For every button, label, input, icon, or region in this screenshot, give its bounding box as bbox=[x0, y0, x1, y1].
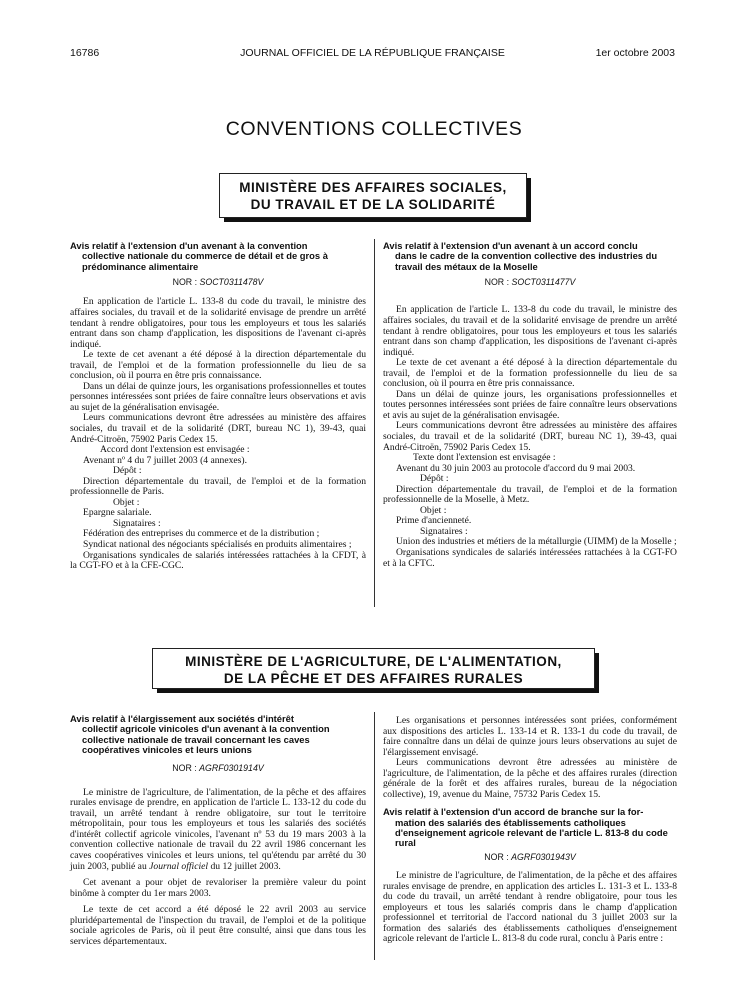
field-label: Dépôt : bbox=[420, 473, 449, 485]
journal-title: JOURNAL OFFICIEL DE LA RÉPUBLIQUE FRANÇAISE bbox=[240, 47, 505, 59]
signatory: Syndicat national des négociants spécialisés en produits alimentaires ; bbox=[83, 539, 352, 551]
field-label: Dépôt : bbox=[113, 465, 142, 477]
paragraph: Les organisations et personnes intéressées sont priées, conformément aux dispositions des articles L. 133-14 et R. 133-1 du code du travail, de faire connaître dans un délai de quinze jours leurs observations au sujet de l'élargissement envisagé. bbox=[383, 715, 677, 758]
signatory: Organisations syndicales de salariés intéressées rattachées à la CGT-FO et à la CFTC. bbox=[383, 547, 677, 569]
nor-reference: NOR : AGRF0301943V bbox=[484, 851, 576, 862]
field-label: Objet : bbox=[420, 504, 447, 516]
journal-officiel-reference: Journal officiel bbox=[149, 860, 209, 872]
nor-reference: NOR : AGRF0301914V bbox=[172, 763, 264, 774]
column-divider bbox=[374, 239, 375, 607]
field-value: Avenant nº 4 du 7 juillet 2003 (4 annexes). bbox=[83, 454, 247, 466]
nor-reference: NOR : SOCT0311477V bbox=[484, 276, 576, 287]
article-commerce-detail-gros bbox=[70, 241, 366, 572]
field-value: Epargne salariale. bbox=[83, 507, 152, 519]
ministry-line-2: DU TRAVAIL ET DE LA SOLIDARITÉ bbox=[250, 197, 496, 212]
paragraph: Le texte de cet avenant a été déposé à la direction départementale du travail, de l'emploi et de la formation professionnelle du lieu de sa conclusion, où il pourra en être pris connaissance. bbox=[383, 357, 677, 390]
paragraph: Leurs communications devront être adressées au ministère des affaires sociales, du travail et de la solidarité (DRT, bureau NC 1), 39-43, quai André-Citroën, 75902 Paris Cedex 15. bbox=[383, 420, 677, 453]
paragraph: Le ministre de l'agriculture, de l'alimentation, de la pêche et des affaires rurales envisage de prendre, en application des articles L. 131-3 et L. 133-8 du code du travail, un arrêté tendant à rendre obligatoire, pour tous les employeurs et tous les salariés compris dans le champ d'application professionnel et territorial de l'accord national du 3 juillet 2003 sur la formation des salariés des établissements catholiques d'enseignement agricole relevant de l'article L. 813-8 du code rural, conclu à Paris entre : bbox=[383, 870, 677, 945]
paragraph: Cet avenant a pour objet de revaloriser la première valeur du point binôme à compter du 1er mars 2003. bbox=[70, 877, 366, 899]
field-label: Signataires : bbox=[113, 517, 161, 529]
article-title: Avis relatif à l'extension d'un avenant à un accord conclu dans le cadre de la convention collective des industries du travail des métaux de la Moselle bbox=[383, 240, 658, 272]
paragraph: Le ministre de l'agriculture, de l'alimentation, de la pêche et des affaires rurales envisage de prendre, en application de l'article L. 133-12 du code du travail, un arrêté tendant à rendre obligatoire, sur tout le territoire métropolitain, pour tous les employeurs et tous les salariés des sociétés d'intérêt collectif agricole vinicoles, l'avenant nº 53 du 19 mars 2003 à la convention collective nationale de travail du 22 avril 1986 concernant les caves coopératives vinicoles et leurs unions, tel qu'étendu par arrêté du 30 juin 2003, publié au Journal officiel du 12 juillet 2003. bbox=[70, 786, 366, 872]
field-label: Texte dont l'extension est envisagée : bbox=[413, 452, 556, 464]
article-metaux-moselle bbox=[383, 241, 677, 569]
paragraph: En application de l'article L. 133-8 du code du travail, le ministre des affaires sociales, du travail et de la solidarité envisage de prendre un arrêté tendant à rendre obligatoires, pour tous les employeurs et tous les salariés entrant dans son champ d'application, les dispositions de l'avenant ci-après indiqué. bbox=[383, 304, 677, 358]
ministry-line-1: MINISTÈRE DE L'AGRICULTURE, DE L'ALIMENTATION, bbox=[185, 654, 562, 669]
field-label: Accord dont l'extension est envisagée : bbox=[100, 444, 250, 456]
nor-reference: NOR : SOCT0311478V bbox=[172, 276, 264, 287]
ministry-line-1: MINISTÈRE DES AFFAIRES SOCIALES, bbox=[239, 180, 507, 195]
article-title: Avis relatif à l'élargissement aux sociétés d'intérêt collectif agricole vinicoles d'un avenant à la convention collective nationale de travail concernant les caves coopératives vinicoles et leurs unions bbox=[70, 713, 330, 755]
field-value: Avenant du 30 juin 2003 au protocole d'accord du 9 mai 2003. bbox=[396, 462, 636, 474]
field-label: Signataires : bbox=[420, 525, 468, 537]
running-header bbox=[70, 47, 675, 61]
issue-date: 1er octobre 2003 bbox=[595, 47, 675, 59]
right-column-bottom bbox=[383, 716, 677, 945]
paragraph: Leurs communications devront être adressées au ministère de l'agriculture, de l'alimentation, de la pêche et des affaires rurales (direction générale de la forêt et des affaires rurales, bureau de la négociation collective), 19, avenue du Maine, 75732 Paris Cedex 15. bbox=[383, 757, 677, 800]
signatory: Union des industries et métiers de la métallurgie (UIMM) de la Moselle ; bbox=[396, 536, 677, 548]
article-title: Avis relatif à l'extension d'un accord de branche sur la for- mation des salariés des établissements catholiques d'enseignement agricole relevant de l'article L. 813-8 du code rural bbox=[383, 806, 668, 849]
paragraph: En application de l'article L. 133-8 du code du travail, le ministre des affaires sociales, du travail et de la solidarité envisage de prendre un arrêté tendant à rendre obligatoires, pour tous les employeurs et tous les salariés entrant dans son champ d'application, les dispositions de l'avenant ci-après indiqué. bbox=[70, 296, 366, 350]
section-title: CONVENTIONS COLLECTIVES bbox=[225, 118, 523, 140]
paragraph: Le texte de cet accord a été déposé le 22 avril 2003 au service pluridépartemental de l'inspection du travail, de l'emploi et de la politique sociale agricoles de Paris, où il peut être consulté, ainsi que dans tous les services départementaux. bbox=[70, 904, 366, 947]
ministry-heading-social-affairs bbox=[219, 173, 527, 218]
signatory: Fédération des entreprises du commerce et de la distribution ; bbox=[83, 528, 320, 540]
paragraph: Dans un délai de quinze jours, les organisations professionnelles et toutes personnes intéressées sont priées de faire connaître leurs observations et avis au sujet de la généralisation envisagée. bbox=[70, 380, 366, 413]
article-title: Avis relatif à l'extension d'un avenant à la convention collective nationale du commerce de détail et de gros à prédominance alimentaire bbox=[70, 240, 328, 272]
field-label: Objet : bbox=[113, 496, 140, 508]
paragraph: Leurs communications devront être adressées au ministère des affaires sociales, du travail et de la solidarité (DRT, bureau NC 1), 39-43, quai André-Citroën, 75902 Paris Cedex 15. bbox=[70, 412, 366, 445]
ministry-heading-agriculture bbox=[152, 648, 595, 689]
field-value: Direction départementale du travail, de l'emploi et de la formation professionnelle de la Moselle, à Metz. bbox=[383, 483, 677, 506]
signatory: Organisations syndicales de salariés intéressées rattachées à la CFDT, à la CGT-FO et à la CFE-CGC. bbox=[70, 549, 366, 572]
column-divider bbox=[374, 712, 375, 960]
field-value: Prime d'ancienneté. bbox=[396, 515, 472, 527]
field-value: Direction départementale du travail, de l'emploi et de la formation professionnelle de Paris. bbox=[70, 475, 366, 498]
article-caves-cooperatives bbox=[70, 714, 366, 947]
paragraph: Le texte de cet avenant a été déposé à la direction départementale du travail, de l'emploi et de la formation professionnelle du lieu de sa conclusion, où il pourra en être pris connaissance. bbox=[70, 349, 366, 382]
paragraph: Dans un délai de quinze jours, les organisations professionnelles et toutes personnes intéressées sont priées de faire connaître leurs observations et avis au sujet de la généralisation envisagée. bbox=[383, 388, 677, 421]
ministry-line-2: DE LA PÊCHE ET DES AFFAIRES RURALES bbox=[223, 671, 524, 686]
page-number: 16786 bbox=[70, 47, 100, 59]
